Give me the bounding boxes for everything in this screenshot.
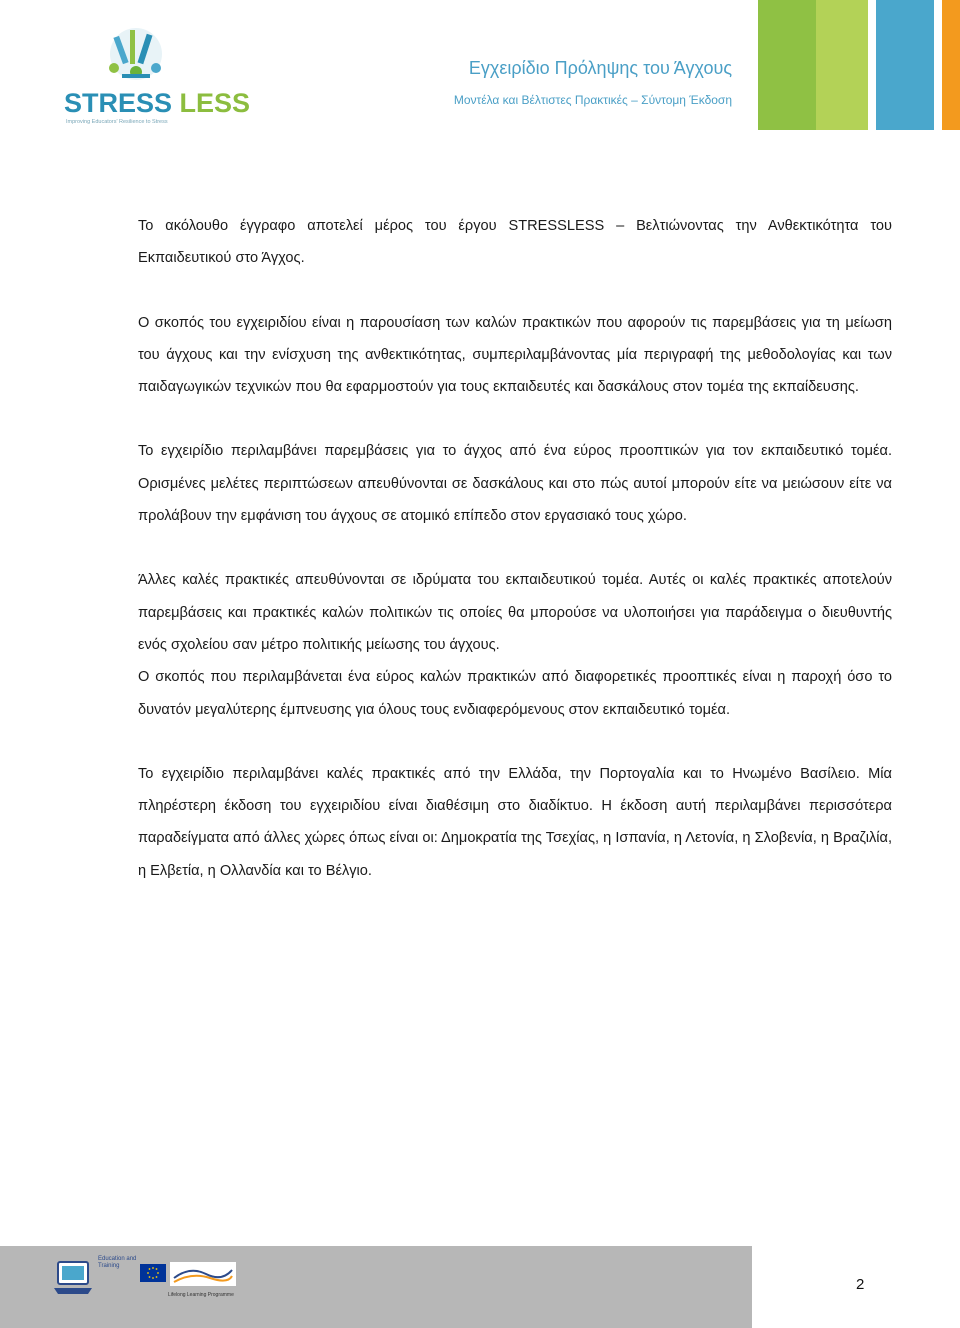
paragraph-countries: Το εγχειρίδιο περιλαμβάνει καλές πρακτικές από την Ελλάδα, την Πορτογαλία και το Ηνωμένο Βασίλειο. Μία πληρέστερη έκδοση του εγχειριδίου είναι διαθέσιμη στο διαδίκτυο. Η έκδοση αυτή περιλαμβάνει περισσότερα παραδείγματα από άλλες χώρες όπως είναι οι: Δημοκρατία της Τσεχίας, η Ισπανία, η Λετονία, η Σλοβενία, η Βραζιλία, η Ελβετία, η Ολλανδία και το Βέλγιο. — [138, 765, 892, 879]
stripe-gap-1 — [868, 0, 876, 130]
page-number: 2 — [856, 1276, 865, 1293]
footer-logos — [54, 1254, 244, 1320]
stripe-blue — [876, 0, 934, 130]
paragraph-interventions: Το εγχειρίδιο περιλαμβάνει παρεμβάσεις για το άγχος από ένα εύρος προοπτικών για τον εκπαιδευτικό τομέα. Ορισμένες μελέτες περιπτώσεων απευθύνονται σε δασκάλους και στο πώς αυτοί μπορούν είτε να μειώσουν είτε να προλάβουν την εμφάνιση του άγχους σε ατομικό επίπεδο στον εργασιακό τους χώρο. — [138, 443, 892, 525]
lifelong-learning-text: Lifelong Learning Programme — [168, 1292, 234, 1298]
logo-stress: STRESS — [64, 88, 173, 118]
paragraph-intro: Το ακόλουθο έγγραφο αποτελεί μέρος του έργου STRESSLESS – Βελτιώνοντας την Ανθεκτικότητα του Εκπαιδευτικού στο Άγχος. — [138, 218, 892, 267]
logo-less: LESS — [179, 88, 251, 118]
header-color-stripes — [758, 0, 960, 130]
paragraph-institutions: Άλλες καλές πρακτικές απευθύνονται σε ιδρύματα του εκπαιδευτικού τομέα. Αυτές οι καλές πρακτικές αποτελούν παρεμβάσεις και πρακτικές καλών πολιτικών τις οποίες θα μπορούσε να υλοποιήσει για παράδειγμα ο διευθυντής ενός σχολείου σαν μέτρο πολιτικής μείωσης του άγχους. — [138, 572, 892, 653]
stripe-orange — [942, 0, 960, 130]
header-subtitle: Μοντέλα και Βέλτιστες Πρακτικές – Σύντομη Έκδοση — [453, 93, 732, 107]
header-title: Εγχειρίδιο Πρόληψης του Άγχους — [468, 58, 732, 78]
paragraph-purpose: Ο σκοπός του εγχειριδίου είναι η παρουσίαση των καλών πρακτικών που αφορούν τις παρεμβάσεις για τη μείωση του άγχους και την ενίσχυση της ανθεκτικότητας, συμπεριλαμβάνοντας μία περιγραφή της μεθοδολογίας και των παιδαγωγικών τεχνικών που θα εφαρμοστούν για τους εκπαιδευτές και δασκάλους στον τομέα της εκπαίδευσης. — [138, 314, 892, 396]
stressless-logo — [56, 22, 251, 132]
education-training-laptop-icon — [54, 1256, 94, 1304]
education-training-text: Education and Training — [98, 1256, 137, 1269]
document-body — [138, 210, 892, 887]
lifelong-learning-logo-icon — [170, 1262, 236, 1286]
stripe-lightgreen — [816, 0, 868, 130]
logo-tagline: Improving Educators' Resilience to Stress — [66, 119, 168, 125]
paragraph-inspiration: Ο σκοπός που περιλαμβάνεται ένα εύρος καλών πρακτικών από διαφορετικές προοπτικές είναι η παροχή όσο το δυνατόν μεγαλύτερης έμπνευσης για όλους τους ενδιαφερόμενους στον εκπαιδευτικό τομέα. — [138, 669, 892, 718]
logo-wordmark — [64, 88, 250, 119]
stressless-logo-art-icon — [96, 22, 176, 92]
stripe-green — [758, 0, 816, 130]
eu-flag-icon — [140, 1264, 166, 1282]
stripe-gap-2 — [934, 0, 942, 130]
